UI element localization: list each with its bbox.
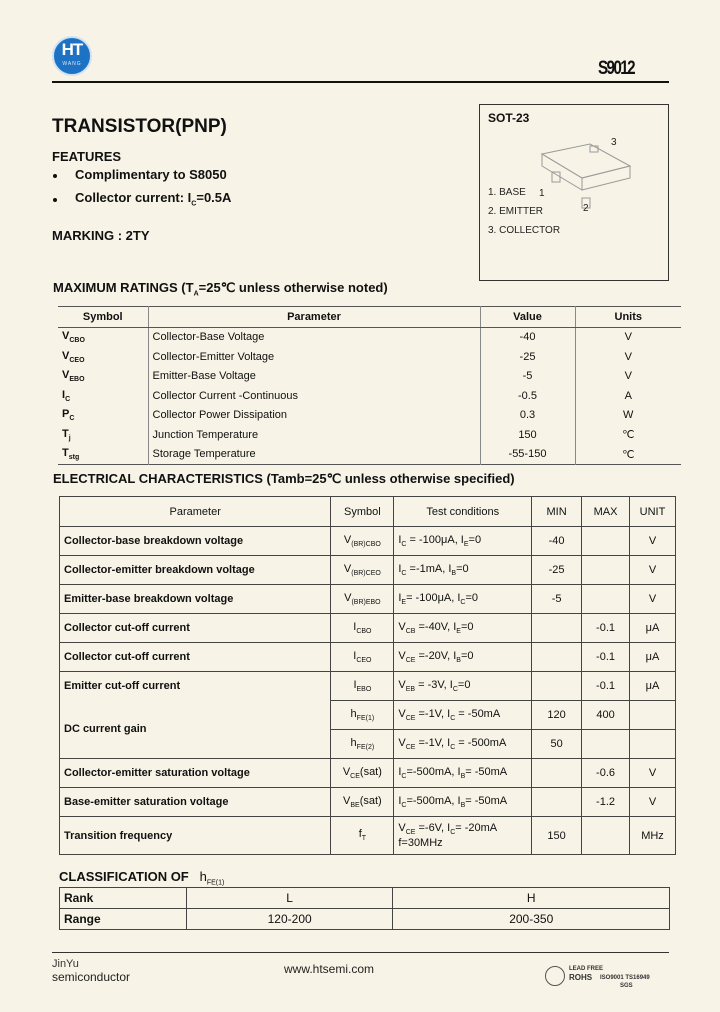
website-link[interactable]: www.htsemi.com	[284, 962, 375, 976]
table-row: Emitter-base breakdown voltage $V_{(BR)EBO}$ $I_E= -100\mu A$, $I_C=0$ -5 V	[60, 585, 676, 614]
table-row: Base-emitter saturation voltage $V_{BE}(sat)$ $I_C=-500mA$, $I_B= -50mA$ -1.2 V	[60, 788, 676, 817]
bullet-icon	[53, 174, 57, 178]
header-cell: Parameter	[148, 307, 480, 328]
company-name-line2: semiconductor	[52, 970, 131, 984]
header-cell: Units	[575, 307, 681, 328]
max-ratings-title: MAXIMUM RATINGS ($T_A=25℃$ unless otherwise noted)	[53, 280, 388, 298]
header-cell: Value	[480, 307, 575, 328]
classification-table	[59, 887, 670, 930]
table-row: $V_{CEO}$ Collector-Emitter Voltage -25 V	[58, 347, 681, 367]
table-row: $h_{FE(2)}$ $V_{CE} =-1V$, $I_C = -500mA$ 50	[60, 730, 676, 759]
table-row: Emitter cut-off current $I_{EBO}$ $V_{EB} = -3V$, $I_C=0$ -0.1 μA	[60, 672, 676, 701]
classification-title: CLASSIFICATION OF $h_{FE(1)}$	[59, 869, 225, 887]
table-row: DC current gain $h_{FE(1)}$ $V_{CE} =-1V$, $I_C = -50mA$ 120 400	[60, 701, 676, 730]
part-number: S9012	[598, 58, 634, 79]
electrical-table	[59, 496, 676, 855]
table-row: $V_{CBO}$ Collector-Base Voltage -40 V	[58, 327, 681, 347]
table-row: Collector-emitter saturation voltage $V_{CE}(sat)$ $I_C=-500mA$, $I_B= -50mA$ -0.6 V	[60, 759, 676, 788]
pin-number-1: 1	[539, 188, 545, 199]
pin-number-3: 3	[611, 137, 617, 148]
iso-label: ISO9001 TS16949	[600, 975, 650, 981]
logo-text: HT	[61, 40, 83, 59]
feature-item-2: Collector current: $I_C=0.5A$	[75, 190, 232, 208]
electrical-title: ELECTRICAL CHARACTERISTICS (Tamb=25℃ unless otherwise specified)	[53, 471, 515, 486]
max-ratings-table	[58, 306, 681, 465]
header-divider	[52, 81, 669, 83]
table-header-row: Parameter Symbol Test conditions MIN MAX UNIT	[60, 497, 676, 527]
table-row: Transition frequency $f_T$ $V_{CE} =-6V$, $I_C= -20mA$ f=30MHz 150 MHz	[60, 817, 676, 855]
lead-free-label: LEAD FREE	[569, 966, 604, 972]
marking-label: MARKING : 2TY	[52, 228, 150, 243]
table-row: Collector-emitter breakdown voltage $V_{(BR)CEO}$ $I_C =-1mA$, $I_B=0$ -25 V	[60, 556, 676, 585]
rohs-label: ROHS	[569, 973, 593, 982]
company-name-line1: JinYu	[52, 958, 79, 970]
pb-free-icon	[545, 966, 565, 986]
pin-label-emitter: 2. EMITTER	[488, 206, 544, 217]
package-name: SOT-23	[488, 111, 530, 125]
table-row: Collector-base breakdown voltage $V_{(BR)CBO}$ $I_C = -100\mu A$, $I_E=0$ -40 V	[60, 527, 676, 556]
logo-subtext: WANG	[62, 61, 82, 67]
sgs-label: SGS	[620, 983, 633, 989]
header-cell: Symbol	[58, 307, 148, 328]
table-row: $T_{stg}$ Storage Temperature -55-150 ℃	[58, 445, 681, 465]
table-row: $I_C$ Collector Current -Continuous -0.5 A	[58, 386, 681, 406]
table-row: $T_j$ Junction Temperature 150 ℃	[58, 425, 681, 445]
features-heading: FEATURES	[52, 149, 122, 164]
table-row: $P_C$ Collector Power Dissipation 0.3 W	[58, 406, 681, 426]
table-row: $V_{EBO}$ Emitter-Base Voltage -5 V	[58, 367, 681, 387]
pin-number-2: 2	[583, 203, 589, 214]
page-title: TRANSISTOR(PNP)	[52, 116, 227, 137]
pin-label-base: 1. BASE	[488, 187, 526, 198]
table-row: Range 120-200 200-350	[60, 909, 670, 930]
bullet-icon	[53, 198, 57, 202]
footer-divider	[52, 952, 669, 953]
pin-label-collector: 3. COLLECTOR	[488, 225, 561, 236]
table-row: Collector cut-off current $I_{CBO}$ $V_{CB} =-40V$, $I_E=0$ -0.1 μA	[60, 614, 676, 643]
table-row: Collector cut-off current $I_{CEO}$ $V_{CE} =-20V$, $I_B=0$ -0.1 μA	[60, 643, 676, 672]
table-row: Rank L H	[60, 888, 670, 909]
feature-item-1: Complimentary to S8050	[75, 167, 227, 182]
